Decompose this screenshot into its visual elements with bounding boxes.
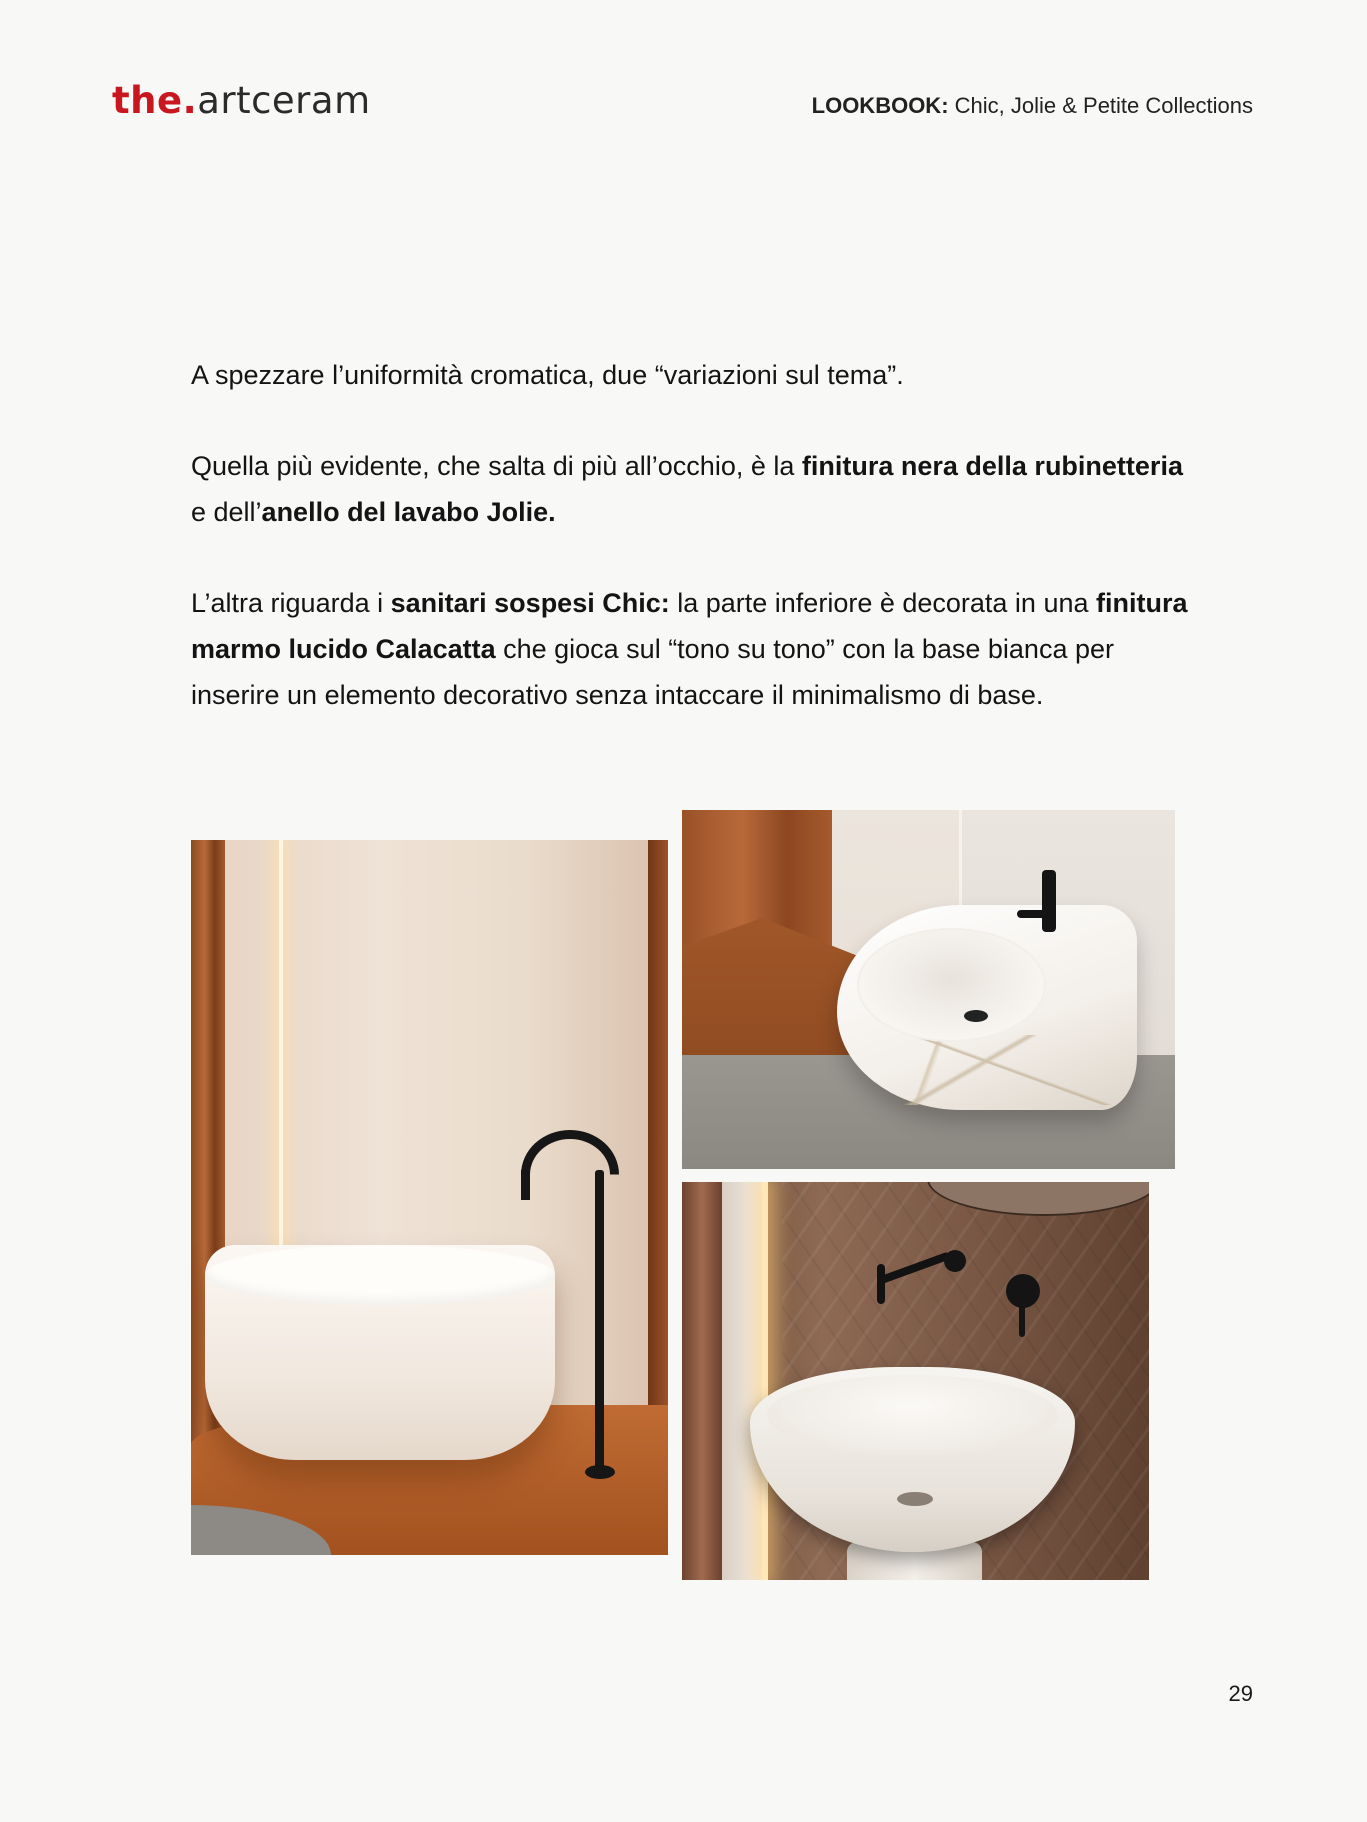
black-floor-faucet (595, 1170, 604, 1470)
logo-name: artceram (197, 79, 371, 122)
paragraph-2 (191, 443, 1201, 535)
paragraph-3-bold-a: sanitari sospesi Chic: (390, 588, 670, 618)
paragraph-2-bold-b: anello del lavabo Jolie. (261, 497, 556, 527)
basin-drain (897, 1492, 933, 1506)
body-text (191, 352, 1201, 763)
mixer-handle (1019, 1292, 1025, 1337)
section-title: Chic, Jolie & Petite Collections (948, 93, 1253, 118)
faucet-spout-tip (521, 1170, 530, 1200)
spout-rosette (944, 1250, 966, 1272)
wall-spout-drop (877, 1264, 885, 1304)
paragraph-3-text-c: che gioca sul “tono su tono” con la base bianca per inserire un elemento decorativo senza intaccare il minimalismo di base. (191, 634, 1114, 710)
faucet-base (585, 1465, 615, 1479)
washbasin-photo (682, 1182, 1149, 1580)
page-number: 29 (1228, 1681, 1253, 1706)
bathtub-rim (205, 1245, 555, 1305)
paragraph-3-bold-b: finitura marmo lucido Calacatta (191, 588, 1188, 664)
paragraph-3-text-b: la parte inferiore è decorata in una (669, 588, 1096, 618)
faucet-spout-arc (521, 1130, 619, 1219)
paragraph-2-text-a: Quella più evidente, che salta di più all’occhio, è la (191, 451, 802, 481)
black-tap (1042, 870, 1056, 932)
paragraph-1-text: A spezzare l’uniformità cromatica, due “variazioni sul tema”. (191, 360, 904, 390)
column (682, 1182, 722, 1580)
bathtub-photo (191, 840, 668, 1555)
running-header (812, 92, 1253, 120)
paragraph-3-text-a: L’altra riguarda i (191, 588, 391, 618)
bidet-photo (682, 810, 1175, 1169)
paragraph-2-text-b: e dell’ (191, 497, 262, 527)
basin-bowl (767, 1375, 1058, 1455)
logo-prefix: the. (112, 79, 198, 122)
section-label: LOOKBOOK: (811, 93, 949, 118)
white-wall (722, 1182, 762, 1580)
brand-logo (112, 78, 371, 124)
paragraph-1 (191, 352, 1201, 398)
bidet-drain (964, 1010, 988, 1022)
led-glow (762, 1182, 768, 1580)
paragraph-3 (191, 580, 1201, 718)
bidet-bowl (857, 928, 1046, 1042)
calacatta-marble-finish (852, 1035, 1112, 1105)
paragraph-2-bold-a: finitura nera della rubinetteria (801, 451, 1183, 481)
